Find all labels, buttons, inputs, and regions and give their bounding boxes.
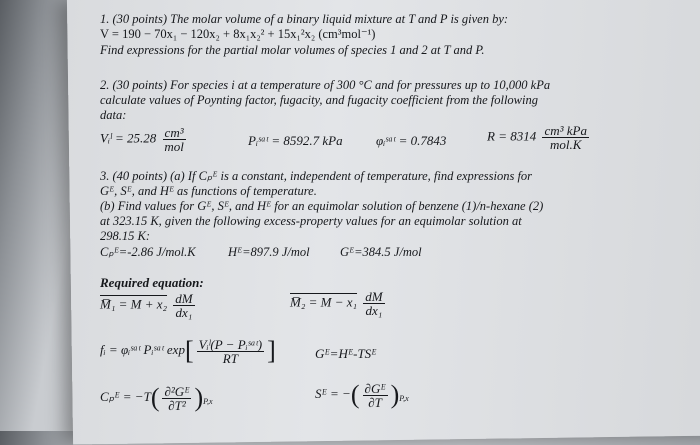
q3-line4: at 323.15 K, given the following excess-property values for an equimolar solution at xyxy=(100,214,522,228)
m1-fraction xyxy=(173,292,194,319)
cp-lhs: Cₚᴱ = −T xyxy=(100,388,151,404)
m1-num: dM xyxy=(175,291,193,306)
q2-line3: data: xyxy=(100,108,127,122)
f-lhs: fᵢ = φᵢˢᵃᵗ Pᵢˢᵃᵗ exp xyxy=(100,341,185,357)
cp-fraction xyxy=(162,385,191,412)
m2-num: dM xyxy=(365,289,383,304)
q1-equation: V = 190 − 70x₁ − 120x₂ + 8x₁x₂² + 15x₁²x₂ (cm³mol⁻¹) xyxy=(100,27,376,41)
f-den: RT xyxy=(222,350,238,366)
v-unit-den: mol xyxy=(164,139,184,154)
f-bracket-right: ] xyxy=(267,336,276,365)
eq-fugacity xyxy=(100,336,276,366)
required-title: Required equation: xyxy=(100,275,204,290)
q3-ge-value: Gᴱ=384.5 J/mol xyxy=(340,245,422,259)
f-num: Vᵢˡ(P − Pᵢˢᵃᵗ) xyxy=(198,336,263,352)
m1-den: dx₁ xyxy=(175,305,193,320)
eq-m2 xyxy=(290,290,388,317)
s-paren-left: ( xyxy=(350,380,360,409)
v-lhs: Vᵢˡ = 25.28 xyxy=(100,130,157,146)
s-den: ∂T xyxy=(368,394,382,410)
q2-phisat: φᵢˢᵃᵗ = 0.7843 xyxy=(376,133,447,148)
f-bracket-left: [ xyxy=(184,336,194,365)
v-unit-fraction xyxy=(163,126,186,153)
cp-paren-left: ( xyxy=(150,383,160,412)
q3-line1: 3. (40 points) (a) If Cₚᴱ is a constant, independent of temperature, find expressions for xyxy=(100,169,533,183)
m2-lhs: M̅₂ = M − x₁ xyxy=(290,294,358,310)
f-fraction xyxy=(197,338,265,365)
s-lhs: Sᴱ = − xyxy=(315,385,351,401)
r-lhs: R = 8314 xyxy=(487,128,537,144)
q3-line5: 298.15 K: xyxy=(100,229,150,243)
s-num: ∂Gᴱ xyxy=(364,380,386,396)
r-unit-fraction xyxy=(542,124,589,151)
s-subscript: P,x xyxy=(399,393,409,403)
s-fraction xyxy=(363,382,388,409)
eq-cp xyxy=(100,383,213,413)
q3-he-value: Hᴱ=897.9 J/mol xyxy=(228,245,310,259)
eq-m1 xyxy=(100,292,198,319)
eq-entropy xyxy=(315,380,409,410)
q2-gas-constant xyxy=(487,124,592,151)
q1-line3: Find expressions for the partial molar volumes of species 1 and 2 at T and P. xyxy=(100,43,485,57)
q3-line2: Gᴱ, Sᴱ, and Hᴱ as functions of temperature. xyxy=(100,184,317,198)
q2-molar-volume xyxy=(100,126,189,153)
r-unit-num: cm³ kPa xyxy=(544,123,587,138)
m2-fraction xyxy=(363,290,384,317)
s-paren-right: ) xyxy=(390,380,400,409)
eq-gibbs-relation: Gᴱ=Hᴱ-TSᴱ xyxy=(315,346,377,361)
m1-lhs: M̅₁ = M + x₂ xyxy=(100,296,168,312)
cp-subscript: P,x xyxy=(203,396,213,406)
v-unit-num: cm³ xyxy=(164,125,184,140)
q2-line2: calculate values of Poynting factor, fugacity, and fugacity coefficient from the following xyxy=(100,93,538,107)
cp-num: ∂²Gᴱ xyxy=(164,383,190,399)
cp-den: ∂T² xyxy=(168,397,186,413)
q3-line3: (b) Find values for Gᴱ, Sᴱ, and Hᴱ for an equimolar solution of benzene (1)/n-hexane (2) xyxy=(100,199,544,213)
q2-line1: 2. (30 points) For species i at a temperature of 300 °C and for pressures up to 10,000 kPa xyxy=(100,78,551,92)
q3-cp-value: Cₚᴱ=-2.86 J/mol.K xyxy=(100,245,196,259)
cp-paren-right: ) xyxy=(194,383,204,412)
r-unit-den: mol.K xyxy=(550,137,582,152)
m2-den: dx₁ xyxy=(365,303,383,318)
q2-psat: Pᵢˢᵃᵗ = 8592.7 kPa xyxy=(248,133,343,148)
q1-line1: 1. (30 points) The molar volume of a binary liquid mixture at T and P is given by: xyxy=(100,12,509,26)
